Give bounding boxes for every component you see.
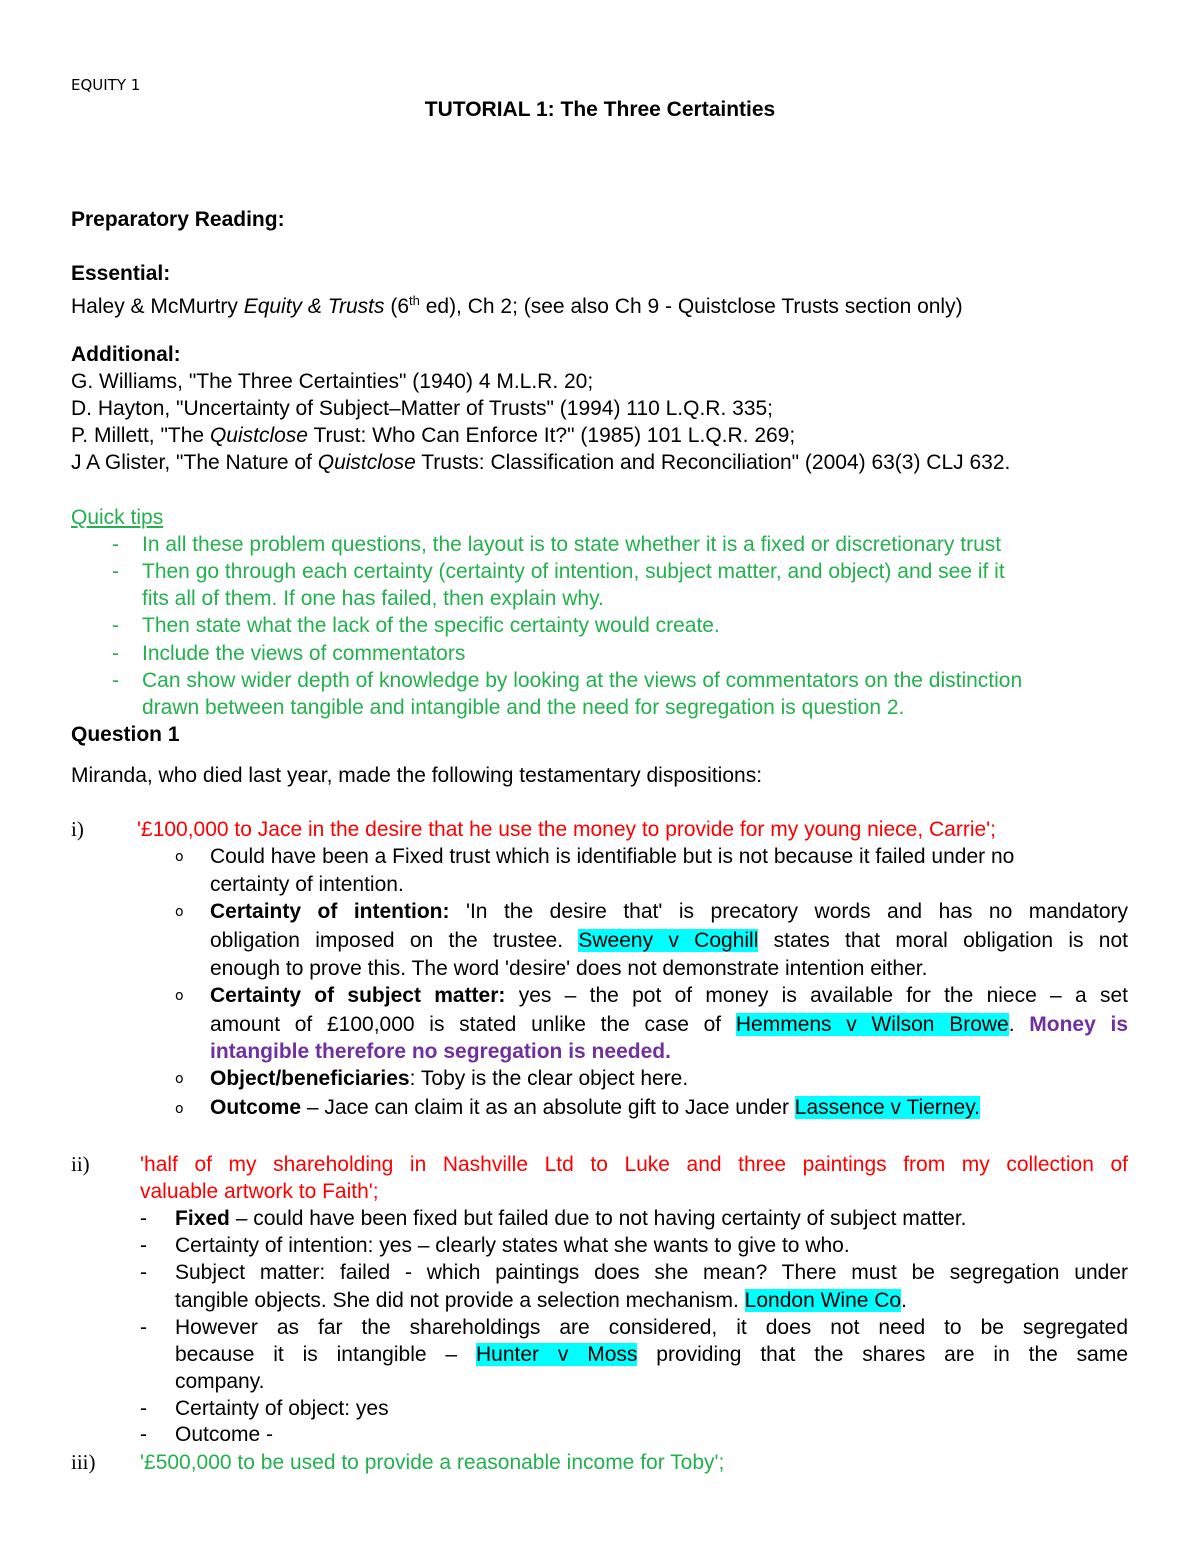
question-1-heading: Question 1 (71, 723, 180, 746)
item-ii-point-4: However as far the shareholdings are considered, it does not need to be segregated (175, 1316, 1128, 1339)
tip-3: Then state what the lack of the specific certainty would create. (142, 614, 720, 637)
item-iii-quote: '£500,000 to be used to provide a reasonable income for Toby'; (140, 1451, 725, 1474)
item-ii-dash: - (140, 1261, 147, 1284)
essential-reading: Haley & McMurtry Equity & Trusts (6th ed), Ch 2; (see also Ch 9 - Quistclose Trusts section only) (71, 293, 963, 318)
tip-dash: - (112, 533, 119, 556)
item-number-ii: ii) (71, 1152, 90, 1176)
item-ii-point-5: Certainty of object: yes (175, 1397, 389, 1420)
item-ii-point-4-line-2: because it is intangible – Hunter v Moss providing that the shares are in the same (175, 1343, 1128, 1366)
tip-1: In all these problem questions, the layout is to state whether it is a fixed or discretionary trust (142, 533, 1002, 556)
additional-reading-1: G. Williams, "The Three Certainties" (1940) 4 M.L.R. 20; (71, 370, 594, 393)
page-title: TUTORIAL 1: The Three Certainties (424, 98, 776, 121)
tip-dash: - (112, 614, 119, 637)
item-i-point-2: Certainty of intention: 'In the desire that' is precatory words and has no mandatory (210, 900, 1128, 923)
bullet-icon: o (175, 988, 184, 1004)
item-ii-quote: 'half of my shareholding in Nashville Ltd to Luke and three paintings from my collection of (140, 1153, 1128, 1176)
tip-dash: - (112, 642, 119, 665)
item-number-iii: iii) (71, 1450, 96, 1474)
question-1-intro: Miranda, who died last year, made the following testamentary dispositions: (71, 764, 763, 787)
case-london-wine-co: London Wine Co (744, 1289, 902, 1312)
item-i-point-1: Could have been a Fixed trust which is identifiable but is not because it failed under no (210, 845, 1015, 868)
tip-5-cont: drawn between tangible and intangible and the need for segregation is question 2. (142, 696, 905, 719)
additional-reading-3: P. Millett, "The Quistclose Trust: Who Can Enforce It?" (1985) 101 L.Q.R. 269; (71, 424, 796, 447)
item-ii-point-2: Certainty of intention: yes – clearly states what she wants to give to who. (175, 1234, 850, 1257)
item-ii-quote-cont: valuable artwork to Faith'; (140, 1180, 379, 1203)
item-ii-dash: - (140, 1423, 147, 1446)
tip-dash: - (112, 560, 119, 583)
additional-heading: Additional: (71, 343, 181, 366)
item-ii-dash: - (140, 1234, 147, 1257)
item-number-i: i) (71, 817, 84, 841)
item-i-point-2-line-2: obligation imposed on the trustee. Sweeny v Coghill states that moral obligation is not (210, 929, 1128, 952)
additional-reading-4: J A Glister, "The Nature of Quistclose Trusts: Classification and Reconciliation" (2004) 63(3) CLJ 632. (71, 451, 1011, 474)
tip-dash: - (112, 669, 119, 692)
item-ii-dash: - (140, 1397, 147, 1420)
item-ii-point-3-cont: tangible objects. She did not provide a selection mechanism. London Wine Co. (175, 1289, 907, 1312)
prep-heading: Preparatory Reading: (71, 208, 285, 231)
item-ii-point-4-line-3: company. (175, 1370, 265, 1393)
case-sweeny-v-coghill: Sweeny v Coghill (578, 929, 759, 952)
case-hunter-v-moss: Hunter v Moss (475, 1343, 638, 1366)
quick-tips-heading: Quick tips (71, 506, 164, 529)
item-i-point-1-cont: certainty of intention. (210, 873, 404, 896)
tip-2: Then go through each certainty (certainty of intention, subject matter, and object) and see if it (142, 560, 1005, 583)
item-i-point-3: Certainty of subject matter: yes – the pot of money is available for the niece – a set (210, 984, 1128, 1007)
header-label: EQUITY 1 (71, 76, 141, 94)
item-i-point-2-line-3: enough to prove this. The word 'desire' does not demonstrate intention either. (210, 957, 928, 980)
tip-2-cont: fits all of them. If one has failed, then explain why. (142, 587, 604, 610)
bullet-icon: o (175, 1101, 184, 1117)
case-hemmens-v-wilson-browe: Hemmens v Wilson Browe (735, 1013, 1009, 1036)
additional-reading-2: D. Hayton, "Uncertainty of Subject–Matter of Trusts" (1994) 110 L.Q.R. 335; (71, 397, 774, 420)
item-i-point-5: Outcome – Jace can claim it as an absolute gift to Jace under Lassence v Tierney. (210, 1096, 981, 1119)
item-ii-dash: - (140, 1316, 147, 1339)
bullet-icon: o (175, 849, 184, 865)
item-ii-point-3: Subject matter: failed - which paintings does she mean? There must be segregation under (175, 1261, 1128, 1284)
item-i-quote: '£100,000 to Jace in the desire that he use the money to provide for my young niece, Carrie'; (137, 818, 997, 841)
item-ii-dash: - (140, 1207, 147, 1230)
tip-4: Include the views of commentators (142, 642, 466, 665)
item-i-point-3-line-3: intangible therefore no segregation is needed. (210, 1040, 671, 1063)
case-lassence-v-tierney: Lassence v Tierney. (794, 1096, 981, 1119)
item-ii-point-1: Fixed – could have been fixed but failed due to not having certainty of subject matter. (175, 1207, 967, 1230)
bullet-icon: o (175, 904, 184, 920)
tip-5: Can show wider depth of knowledge by looking at the views of commentators on the distinction (142, 669, 1023, 692)
essential-heading: Essential: (71, 262, 171, 285)
bullet-icon: o (175, 1071, 184, 1087)
item-i-point-3-line-2: amount of £100,000 is stated unlike the case of Hemmens v Wilson Browe. Money is (210, 1013, 1128, 1036)
item-i-point-4: Object/beneficiaries: Toby is the clear object here. (210, 1067, 689, 1090)
item-ii-point-6: Outcome - (175, 1423, 274, 1446)
